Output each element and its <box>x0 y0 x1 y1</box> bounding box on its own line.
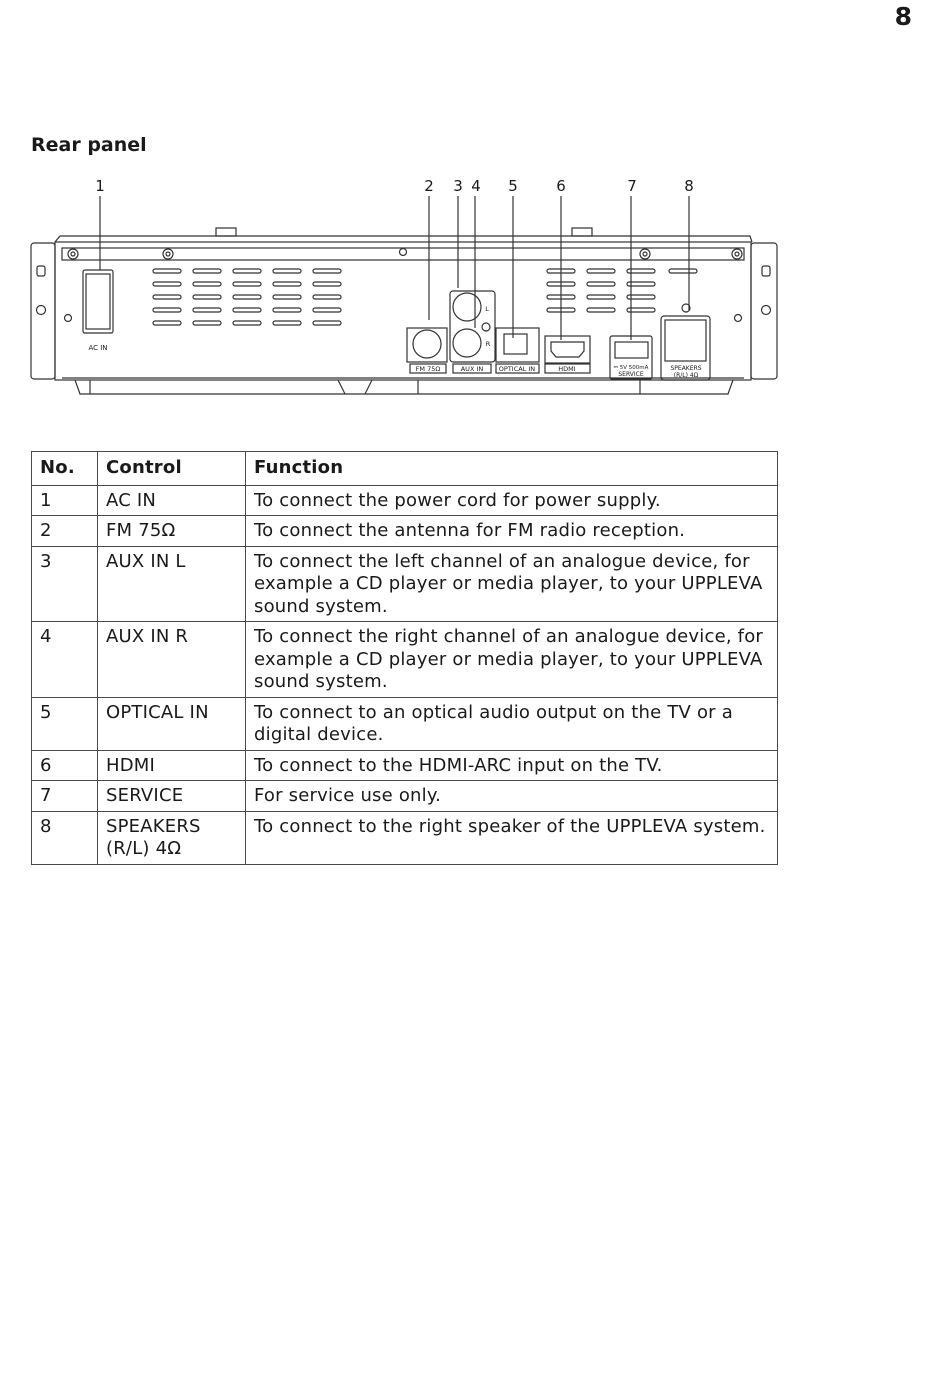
table-row <box>32 697 778 750</box>
row-control: AC IN <box>98 485 246 516</box>
table-row <box>32 750 778 781</box>
row-control: AUX IN L <box>98 546 246 622</box>
callout-2: 2 <box>424 177 434 195</box>
controls-table <box>31 451 778 865</box>
header-control: Control <box>98 452 246 486</box>
page-number: 8 <box>894 2 912 31</box>
row-function: For service use only. <box>246 781 778 812</box>
callout-4: 4 <box>471 177 481 195</box>
aux-in-label: AUX IN <box>460 365 484 373</box>
row-control: HDMI <box>98 750 246 781</box>
callout-3: 3 <box>453 177 463 195</box>
aux-l-label: L <box>485 305 489 313</box>
callout-8: 8 <box>684 177 694 195</box>
optical-in-label: OPTICAL IN <box>498 365 536 373</box>
callout-6: 6 <box>556 177 566 195</box>
row-no: 1 <box>32 485 98 516</box>
ac-in-label: AC IN <box>88 344 108 352</box>
row-control: AUX IN R <box>98 622 246 698</box>
aux-r-label: R <box>485 340 491 348</box>
callout-1: 1 <box>95 177 105 195</box>
callout-5: 5 <box>508 177 518 195</box>
row-no: 3 <box>32 546 98 622</box>
service-rating-label: ⎓ 5V 500mA <box>613 365 649 371</box>
table-row <box>32 516 778 547</box>
row-control: OPTICAL IN <box>98 697 246 750</box>
speakers-spec-label: (R/L) 4Ω <box>673 372 699 379</box>
row-no: 6 <box>32 750 98 781</box>
speakers-label: SPEAKERS <box>670 365 702 372</box>
row-function: To connect the power cord for power supply. <box>246 485 778 516</box>
table-row <box>32 781 778 812</box>
row-function: To connect to the HDMI-ARC input on the TV. <box>246 750 778 781</box>
row-control: SPEAKERS (R/L) 4Ω <box>98 811 246 864</box>
callout-7: 7 <box>627 177 637 195</box>
row-function: To connect to an optical audio output on the TV or a digital device. <box>246 697 778 750</box>
row-function: To connect to the right speaker of the UPPLEVA system. <box>246 811 778 864</box>
row-no: 4 <box>32 622 98 698</box>
row-no: 5 <box>32 697 98 750</box>
row-function: To connect the antenna for FM radio reception. <box>246 516 778 547</box>
row-function: To connect the left channel of an analogue device, for example a CD player or media player, to your UPPLEVA sound system. <box>246 546 778 622</box>
table-header-row <box>32 452 778 486</box>
table-row <box>32 622 778 698</box>
rear-panel-diagram <box>0 170 950 410</box>
header-function: Function <box>246 452 778 486</box>
row-no: 2 <box>32 516 98 547</box>
rear-panel-illustration <box>0 170 950 410</box>
row-function: To connect the right channel of an analogue device, for example a CD player or media player, to your UPPLEVA sound system. <box>246 622 778 698</box>
row-no: 7 <box>32 781 98 812</box>
section-title: Rear panel <box>31 134 147 156</box>
service-label: SERVICE <box>618 371 644 378</box>
table-row <box>32 546 778 622</box>
fm-label: FM 75Ω <box>415 365 441 373</box>
row-control: FM 75Ω <box>98 516 246 547</box>
row-no: 8 <box>32 811 98 864</box>
row-control: SERVICE <box>98 781 246 812</box>
header-no: No. <box>32 452 98 486</box>
table-row <box>32 485 778 516</box>
hdmi-label: HDMI <box>558 365 576 373</box>
table-row <box>32 811 778 864</box>
